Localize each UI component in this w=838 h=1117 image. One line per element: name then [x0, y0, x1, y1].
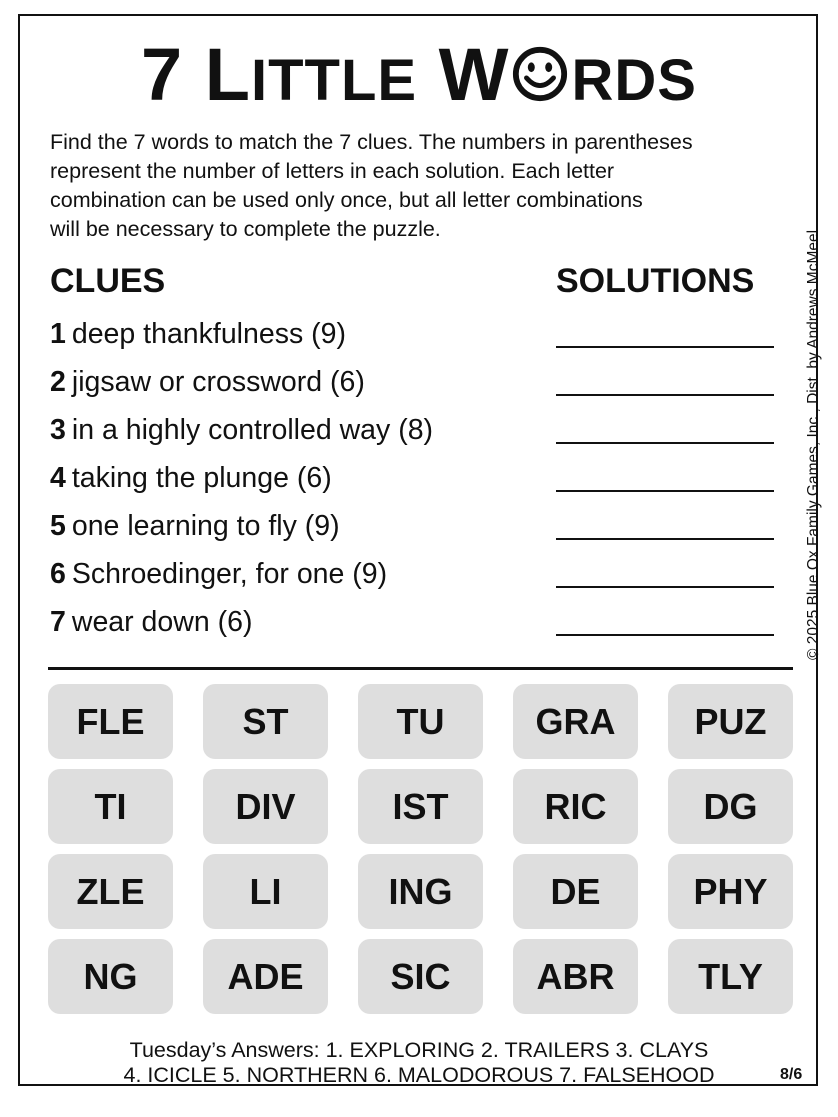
- clue-number: 2: [50, 366, 66, 398]
- copyright-notice: © 2025 Blue Ox Family Games, Inc., Dist. by Andrews McMeel: [805, 229, 822, 660]
- letter-tile[interactable]: FLE: [48, 684, 173, 759]
- letter-tile[interactable]: DE: [513, 854, 638, 929]
- clue-number: 4: [50, 462, 66, 494]
- letter-tile[interactable]: DIV: [203, 769, 328, 844]
- solution-line-6[interactable]: [556, 586, 774, 634]
- instruction-line: Find the 7 words to match the 7 clues. The numbers in parentheses: [50, 130, 693, 154]
- puzzle-date: 8/6: [780, 1066, 803, 1083]
- letter-tile[interactable]: LI: [203, 854, 328, 929]
- letter-tile[interactable]: TI: [48, 769, 173, 844]
- clue-number: 6: [50, 558, 66, 590]
- letter-tile[interactable]: RIC: [513, 769, 638, 844]
- clue-number: 1: [50, 318, 66, 350]
- clue-3: [50, 410, 550, 458]
- letter-tile[interactable]: PUZ: [668, 684, 793, 759]
- divider: [48, 667, 793, 670]
- letter-tile[interactable]: IST: [358, 769, 483, 844]
- letter-tile[interactable]: TU: [358, 684, 483, 759]
- clue-text: deep thankfulness (9): [71, 318, 346, 350]
- instruction-line: will be necessary to complete the puzzle.: [50, 217, 441, 241]
- solutions-heading: SOLUTIONS: [556, 262, 755, 300]
- letter-tile[interactable]: ING: [358, 854, 483, 929]
- clue-number: 7: [50, 606, 66, 638]
- clue-text: in a highly controlled way (8): [71, 414, 434, 446]
- clue-text: one learning to fly (9): [71, 510, 340, 542]
- smiley-icon: [511, 45, 569, 103]
- letter-tile[interactable]: DG: [668, 769, 793, 844]
- clue-1: [50, 314, 550, 362]
- solution-line-5[interactable]: [556, 538, 774, 586]
- solution-line-2[interactable]: [556, 394, 774, 442]
- clue-5: [50, 506, 550, 554]
- letter-tile[interactable]: GRA: [513, 684, 638, 759]
- clue-7: [50, 602, 550, 650]
- clue-text: Schroedinger, for one (9): [71, 558, 388, 590]
- solution-line-3[interactable]: [556, 442, 774, 490]
- clue-6: [50, 554, 550, 602]
- previous-answers: [0, 1038, 838, 1088]
- solution-line-7[interactable]: [556, 634, 774, 682]
- clue-text: taking the plunge (6): [71, 462, 332, 494]
- letter-tile-grid: [48, 684, 794, 1014]
- clue-number: 3: [50, 414, 66, 446]
- clue-4: [50, 458, 550, 506]
- clue-text: jigsaw or crossword (6): [71, 366, 365, 398]
- letter-tile[interactable]: ABR: [513, 939, 638, 1014]
- previous-answers-line: 4. ICICLE 5. NORTHERN 6. MALODOROUS 7. FALSEHOOD: [123, 1063, 715, 1087]
- puzzle-title: 7 LITTLE W RDS: [141, 33, 697, 116]
- clue-text: wear down (6): [71, 606, 253, 638]
- letter-tile[interactable]: PHY: [668, 854, 793, 929]
- solution-line-4[interactable]: [556, 490, 774, 538]
- letter-tile[interactable]: NG: [48, 939, 173, 1014]
- previous-answers-line: Tuesday’s Answers: 1. EXPLORING 2. TRAILERS 3. CLAYS: [129, 1038, 709, 1062]
- instruction-line: represent the number of letters in each solution. Each letter: [50, 159, 615, 183]
- clues-heading: CLUES: [50, 262, 166, 300]
- clue-number: 5: [50, 510, 66, 542]
- clue-list: [50, 314, 550, 650]
- clue-2: [50, 362, 550, 410]
- solution-line-1[interactable]: [556, 346, 774, 394]
- letter-tile[interactable]: TLY: [668, 939, 793, 1014]
- letter-tile[interactable]: ZLE: [48, 854, 173, 929]
- instruction-line: combination can be used only once, but all letter combinations: [50, 188, 643, 212]
- letter-tile[interactable]: SIC: [358, 939, 483, 1014]
- letter-tile[interactable]: ST: [203, 684, 328, 759]
- instructions: [50, 128, 800, 244]
- solution-lines: [556, 346, 774, 682]
- letter-tile[interactable]: ADE: [203, 939, 328, 1014]
